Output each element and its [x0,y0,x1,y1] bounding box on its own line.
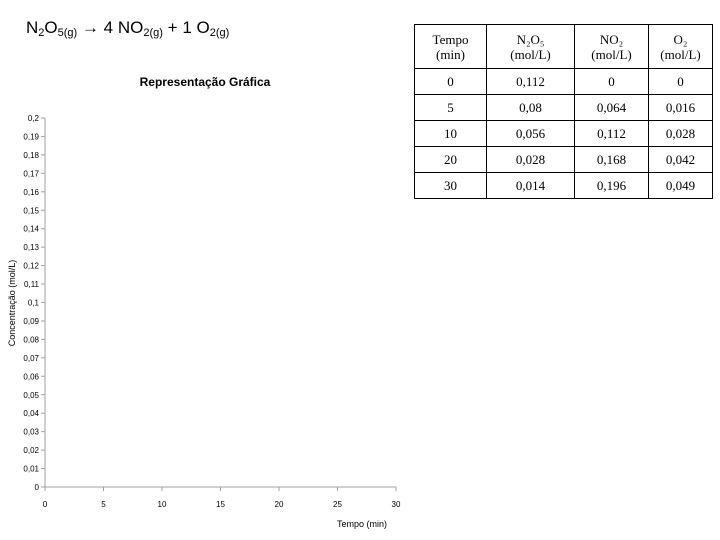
header-n2o5: N₂O₅ (mol/L) [487,25,575,69]
cell-n2o5: 0,056 [487,121,575,147]
y-tick-label: 0,14 [23,224,39,234]
plus-sign: + [167,18,178,37]
y-tick-label: 0,12 [23,261,39,271]
y-tick-label: 0,08 [23,335,39,345]
x-tick-label: 15 [216,500,225,509]
cell-o2: 0,042 [649,147,713,173]
y-tick-label: 0,01 [23,464,39,474]
o2-term: 1 $O_{2(g)}$ [182,18,230,39]
y-tick-label: 0,2 [27,114,39,123]
cell-tempo: 5 [415,95,487,121]
no2-term: 4 $NO_{2(g)}$ [103,18,163,39]
x-tick-label: 20 [274,500,284,509]
y-tick-label: 0,05 [23,390,39,400]
cell-o2: 0,016 [649,95,713,121]
cell-no2: 0,168 [575,147,649,173]
y-tick-label: 0,13 [23,243,39,253]
cell-n2o5: 0,028 [487,147,575,173]
table-row [415,121,713,147]
y-tick-label: 0 [34,483,39,492]
y-tick-label: 0,18 [23,150,39,160]
y-tick-label: 0,16 [23,187,39,197]
y-tick-label: 0,15 [23,206,39,216]
y-tick-label: 0,17 [23,169,39,179]
x-tick-label: 10 [157,500,167,509]
concentration-table [414,24,713,199]
x-tick-label: 30 [391,500,401,509]
cell-o2: 0,028 [649,121,713,147]
y-tick-label: 0,04 [23,409,39,419]
y-tick-labels [23,114,39,492]
cell-o2: 0,049 [649,173,713,199]
table-row [415,147,713,173]
y-tick-label: 0,07 [23,353,39,363]
y-tick-label: 0,1 [27,298,39,308]
cell-tempo: 10 [415,121,487,147]
cell-n2o5: 0,08 [487,95,575,121]
cell-no2: 0 [575,69,649,95]
cell-no2: 0,112 [575,121,649,147]
y-tick-label: 0,19 [23,132,39,142]
cell-no2: 0,196 [575,173,649,199]
header-tempo: Tempo (min) [415,25,487,69]
cell-no2: 0,064 [575,95,649,121]
y-tick-label: 0,02 [23,446,39,456]
arrow-icon: → [81,18,99,37]
axes [41,118,396,491]
cell-n2o5: 0,112 [487,69,575,95]
y-tick-label: 0,09 [23,316,39,326]
cell-n2o5: 0,014 [487,173,575,199]
table-row [415,69,713,95]
x-tick-label: 25 [333,500,342,509]
y-tick-label: 0,06 [23,372,39,382]
table-row [415,173,713,199]
x-axis-label: Tempo (min) [336,519,388,529]
table-header-row [415,25,713,69]
x-tick-label: 0 [42,500,48,509]
cell-tempo: 0 [415,69,487,95]
chart-title: Representação Gráfica [139,75,271,89]
cell-tempo: 30 [415,173,487,199]
header-o2: O₂ (mol/L) [649,25,713,69]
y-axis-label: Concentração (mol/L) [7,259,17,347]
x-tick-label: 5 [101,500,106,509]
x-tick-labels [43,500,401,509]
y-tick-label: 0,11 [24,280,39,290]
header-no2: NO₂ (mol/L) [575,25,649,69]
y-tick-label: 0,03 [23,427,39,437]
table-row [415,95,713,121]
cell-o2: 0 [649,69,713,95]
cell-tempo: 20 [415,147,487,173]
n2o5-formula: $N_2O_{5(g)}$ [26,18,78,39]
